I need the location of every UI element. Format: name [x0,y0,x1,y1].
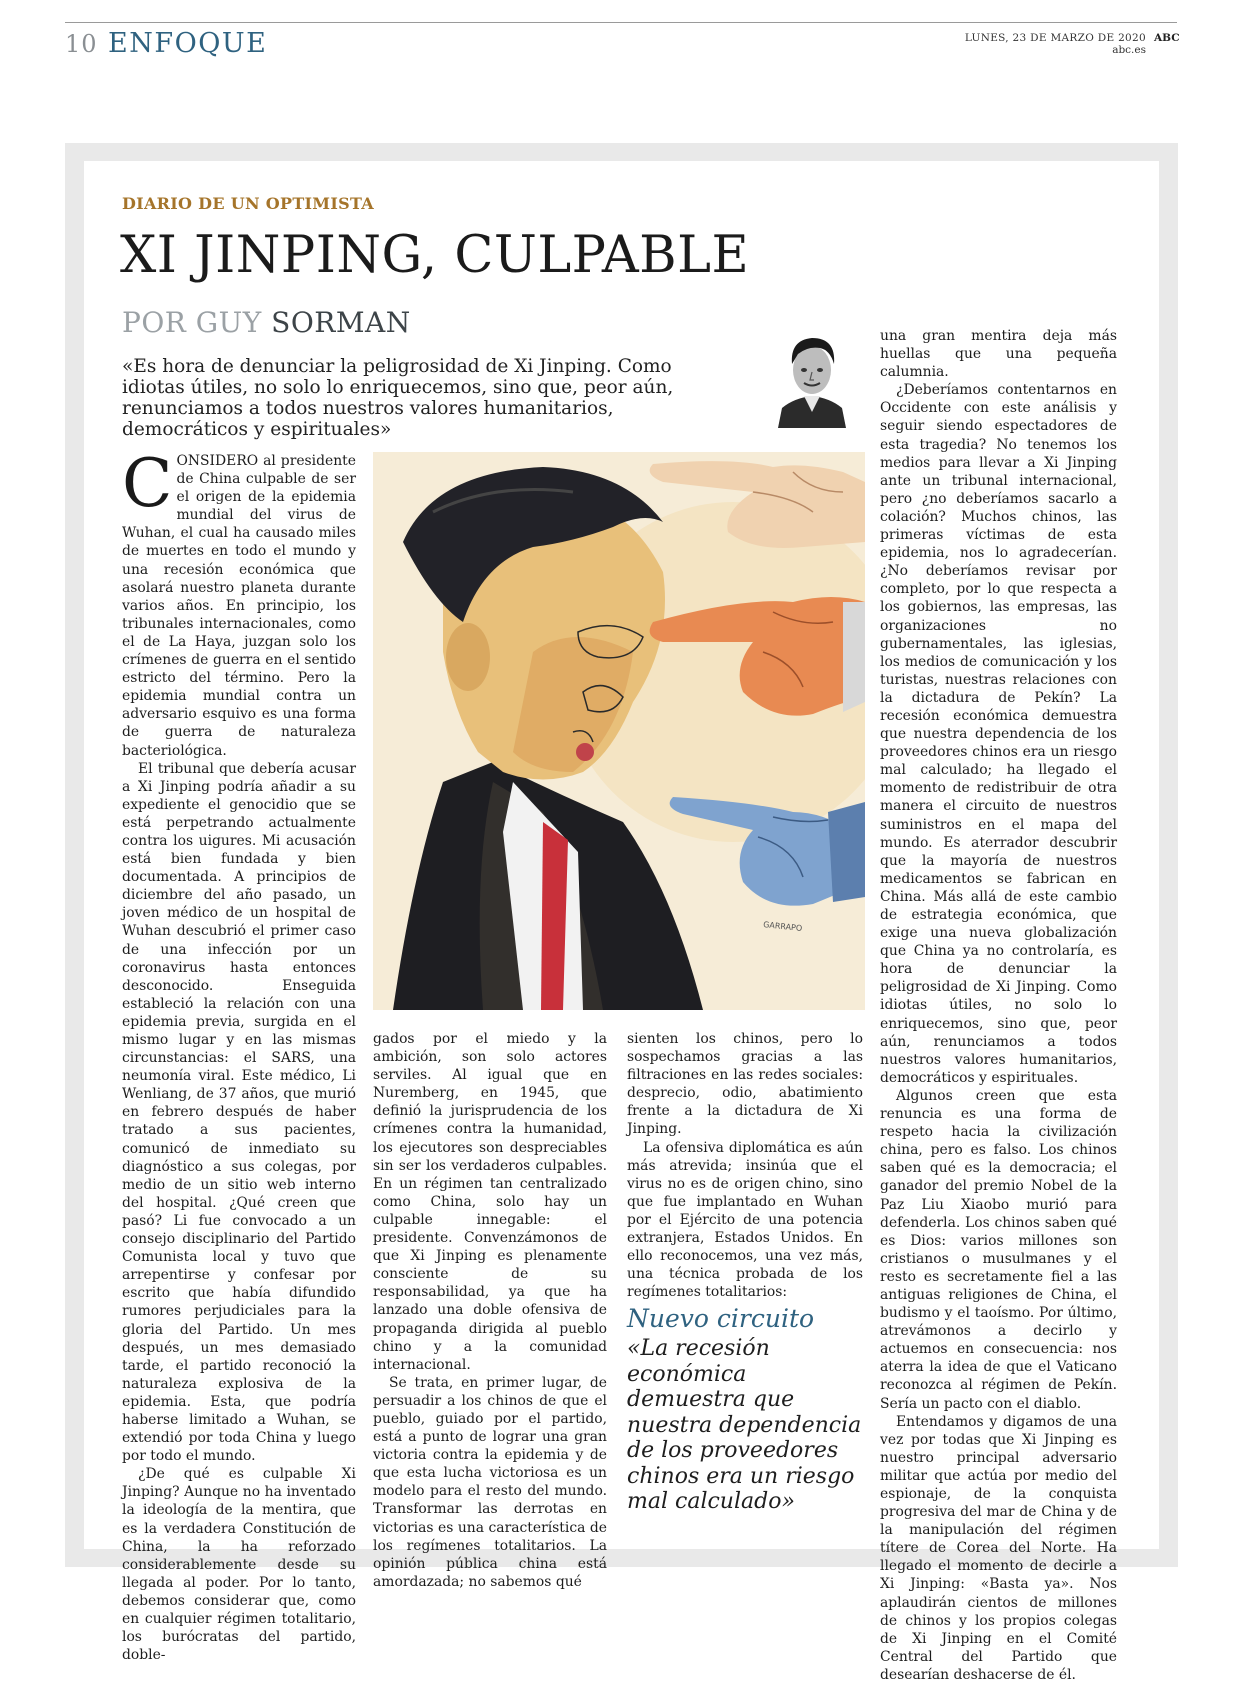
column-kicker: DIARIO DE UN OPTIMISTA [122,194,375,213]
paragraph: Entendamos y digamos de una vez por todas que Xi Jinping es nuestro principal adversario militar que actúa por medio del espionaje, de la conquista progresiva del mar de China y de la manipulación del régimen títere de Corea del Norte. Ha llegado el momento de decirle a Xi Jinping: «Basta ya». Nos aplaudirán cientos de millones de chinos y los propios colegas de Xi Jinping en el Comité Central del Partido que desearían deshacerse de él. [880,1413,1117,1683]
paragraph: Se trata, en primer lugar, de persuadir a los chinos de que el pueblo, guiado por el partido, está a punto de lograr una gran victoria contra la epidemia y de que esta lucha victoriosa es un modelo para el resto del mundo. Transformar las derrotas en victorias es una característica de los regímenes totalitarios. La opinión pública china está amordazada; no sabemos qué [373,1374,607,1590]
paragraph: El tribunal que debería acusar a Xi Jinping podría añadir a su expediente el genocidio que se está perpetrando actualmente contra los uigures. Mi acusación está bien fundada y bien documentada. A principios de diciembre del año pasado, un joven médico de un hospital de Wuhan descubrió el primer caso de una infección por un coronavirus hasta entonces desconocido. Enseguida estableció la relación con una epidemia previa, surgida en el mismo lugar y en las mismas circunstancias: el SARS, una neumonía viral. Este médico, Li Wenliang, de 37 años, que murió en febrero después de haber tratado a sus pacientes, comunicó de inmediato su diagnóstico a sus colegas, por medio de un sitio web interno del hospital. ¿Qué creen que pasó? Li fue convocado a un consejo disciplinario del Partido Comunista local y tuvo que arrepentirse y confesar por escrito que había difundido rumores perjudiciales para la gloria del Partido. Un mes después, un mes demasiado tarde, el partido reconoció la naturaleza explosiva de la epidemia. Esta, que podría haberse limitado a Wuhan, se extendió por toda China y luego por todo el mundo. [122,760,356,1465]
author-portrait [774,328,850,428]
paragraph: ¿Deberíamos contentarnos en Occidente con este análisis y seguir siendo espectadores de esta tragedia? No tenemos los medios para llevar a Xi Jinping ante un tribunal internacional, pero ¿no deberíamos sacarlo a colación? Muchos chinos, las primeras víctimas de esta epidemia, nos lo agradecerían. ¿No deberíamos revisar por completo, por lo que respecta a los gobiernos, las empresas, las organizaciones no gubernamentales, las iglesias, los medios de comunicación y los turistas, nuestras relaciones con la dictadura de Pekín? La recesión económica demuestra que nuestra dependencia de los proveedores chinos era un riesgo mal calculado; ha llegado el momento de redistribuir de otra manera el circuito de nuestros suministros en el mapa del mundo. Es aterrador descubrir que la mayoría de nuestros medicamentos se fabrican en China. Más allá de este cambio de estrategia económica, que exige una nueva globalización que China ya no controlaría, es hora de denunciar la peligrosidad de Xi Jinping. Como idiotas útiles, no solo lo enriquecemos, sino que, peor aún, renunciamos a todos nuestros valores humanitarios, democráticos y espirituales. [880,382,1117,1086]
header-rule [65,22,1177,23]
paragraph [122,445,356,760]
byline-prefix: POR GUY [122,306,272,339]
pull-quote-title: Nuevo circuito [627,1304,815,1333]
paragraph: Algunos creen que esta renuncia es una forma de respeto hacia la civilización china, pero es falso. Los chinos saben qué es la democracia; el ganador del premio Nobel de la Paz Liu Xiaobo murió para defenderla. Los chinos saben qué es Dios: varios millones son cristianos o musulmanes y el resto es secretamente fiel a las antiguas religiones de China, el budismo y el taoísmo. Por último, atrevámonos a decirlo y actuemos en consecuencia: nos aterra la idea de que el Vaticano reconozca al régimen de Pekín. Sería un pacto con el diablo. [880,1087,1117,1412]
paragraph: una gran mentira deja más huellas que una pequeña calumnia. [880,328,1117,381]
headline: XI JINPING, CULPABLE [120,226,750,285]
paragraph-text: ONSIDERO al presidente de China culpable de ser el origen de la epidemia mundial del virus de Wuhan, el cual ha causado miles de muertes en todo el mundo y una recesión económica que asolará nuestro planeta durante varios años. En principio, los tribunales internacionales, como el de La Haya, juzgan solo los crímenes de guerra en el sentido estricto del término. Pero la epidemia mundial contra un adversario esquivo es una forma de guerra de naturaleza bacteriológica. [122,453,356,759]
article-column-2 [373,1030,607,1591]
paragraph: ¿De qué es culpable Xi Jinping? Aunque no ha inventado la ideología de la mentira, que es la verdadera Constitución de China, la ha reforzado considerablemente desde su llegada al poder. Por lo tanto, debemos considerar que, como en cualquier régimen totalitario, los burócratas del partido, doble- [122,1466,356,1664]
standfirst: «Es hora de denunciar la peligrosidad de Xi Jinping. Como idiotas útiles, no solo lo enriquecemos, sino que, peor aún, renunciamos a todos nuestros valores humanitarios, democráticos y espirituales» [122,356,674,440]
paragraph: sienten los chinos, pero lo sospechamos gracias a las filtraciones en las redes sociales: desprecio, odio, abatimiento frente a la dictadura de Xi Jinping. [627,1031,863,1138]
pull-quote: «La recesión económica demuestra que nuestra dependencia de los proveedores chinos era un riesgo mal calculado» [627,1336,862,1514]
article-column-3 [627,1030,863,1301]
byline-surname: SORMAN [271,306,411,339]
article-column-1 [122,445,356,1664]
paragraph: gados por el miedo y la ambición, son solo actores serviles. Al igual que en Nuremberg, en 1945, que definió la jurisprudencia de los crímenes contra la humanidad, los ejecutores son despreciables sin ser los verdaderos culpables. En un régimen tan centralizado como China, solo hay un culpable innegable: el presidente. Convenzámonos de que Xi Jinping es plenamente consciente de su responsabilidad, ya que ha lanzado una doble ofensiva de propaganda dirigida al pueblo chino y a la comunidad internacional. [373,1031,607,1373]
abc-logo: ABC [1154,32,1180,44]
caricature-illustration [373,452,865,1010]
illustration-signature: GARRAPO [762,920,803,934]
site-url: abc.es [1112,44,1146,56]
issue-date: LUNES, 23 DE MARZO DE 2020 [964,32,1146,44]
drop-cap: C [122,445,173,522]
page-number: 10 [65,30,98,58]
section-title: ENFOQUE [108,28,268,59]
paragraph: La ofensiva diplomática es aún más atrevida; insinúa que el virus no es de origen chino, sino que fue implantado en Wuhan por el Ejército de una potencia extranjera, Estados Unidos. En ello reconocemos, una vez más, una técnica probada de los regímenes totalitarios: [627,1139,863,1301]
byline [122,306,411,339]
article-column-4 [880,327,1117,1684]
